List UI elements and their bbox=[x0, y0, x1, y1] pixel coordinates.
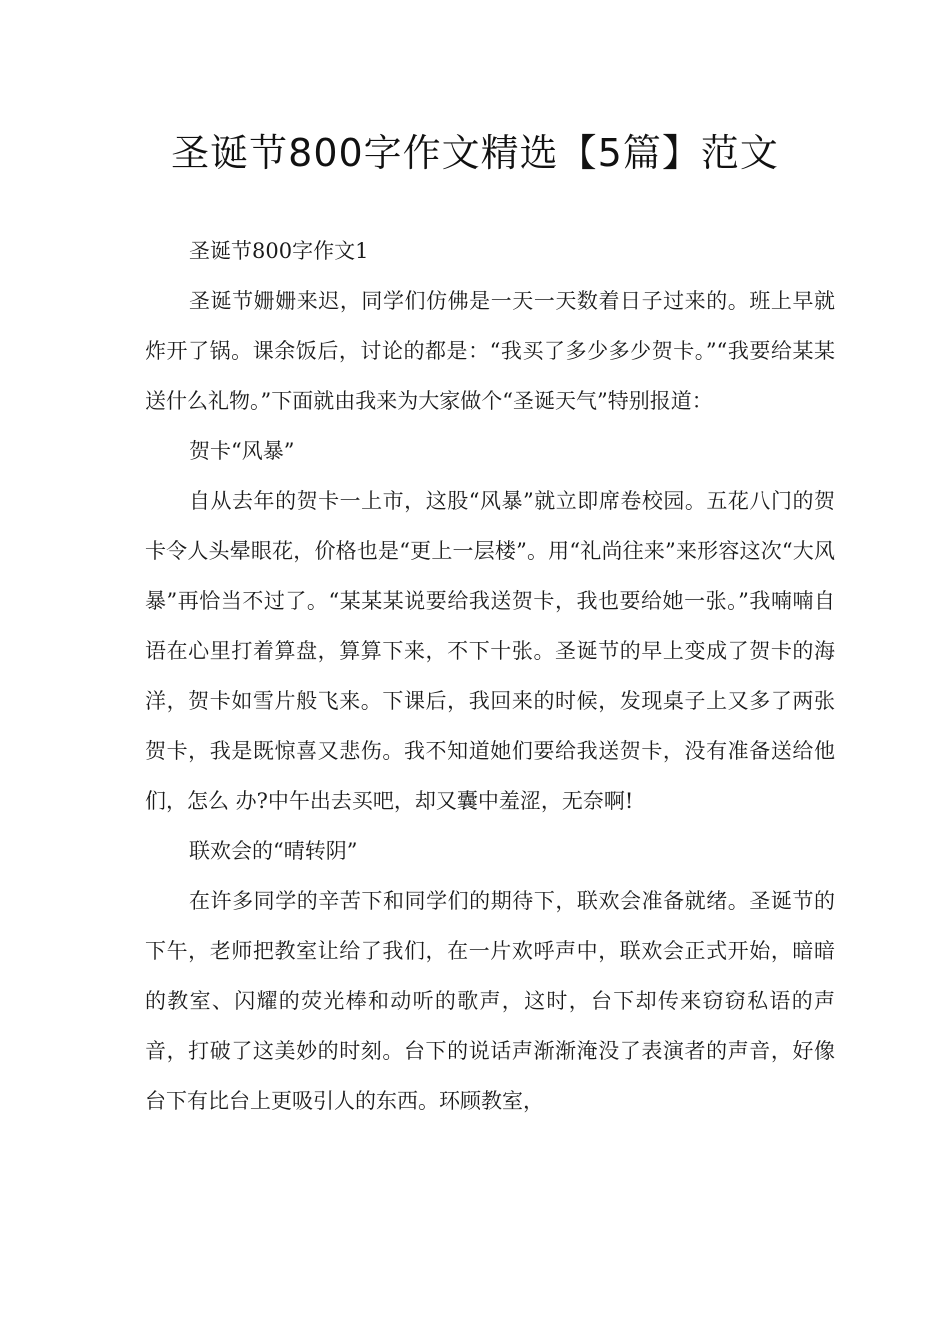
paragraph: 圣诞节姗姗来迟，同学们仿佛是一天一天数着日子过来的。班上早就炸开了锅。课余饭后，讨论的都是：“我买了多少多少贺卡。”“我要给某某送什么礼物。”下面就由我来为大家做个“圣诞天气”特别报道： bbox=[145, 289, 835, 413]
paragraph: 在许多同学的辛苦下和同学们的期待下，联欢会准备就绪。圣诞节的下午，老师把教室让给了我们，在一片欢呼声中，联欢会正式开始，暗暗的教室、闪耀的荧光棒和动听的歌声，这时，台下却传来窃窃私语的声音，打破了这美妙的时刻。台下的说话声渐渐淹没了表演者的声音，好像台下有比台上更吸引人的东西。环顾教室， bbox=[145, 889, 835, 1113]
section-heading: 联欢会的“晴转阴” bbox=[189, 839, 358, 863]
paragraph: 自从去年的贺卡一上市，这股“风暴”就立即席卷校园。五花八门的贺卡令人头晕眼花，价格也是“更上一层楼”。用“礼尚往来”来形容这次“大风暴”再恰当不过了。“某某某说要给我送贺卡，我也要给她一张。”我喃喃自语在心里打着算盘，算算下来，不下十张。圣诞节的早上变成了贺卡的海洋，贺卡如雪片般飞来。下课后，我回来的时候，发现桌子上又多了两张贺卡，我是既惊喜又悲伤。我不知道她们要给我送贺卡，没有准备送给他们，怎么 办?中午出去买吧，却又囊中羞涩，无奈啊! bbox=[145, 489, 835, 813]
essay-heading: 圣诞节800字作文1 bbox=[189, 239, 369, 263]
document-title: 圣诞节800字作文精选【5篇】范文 bbox=[171, 131, 779, 175]
document-body bbox=[145, 226, 835, 1126]
section-heading: 贺卡“风暴” bbox=[189, 439, 295, 463]
